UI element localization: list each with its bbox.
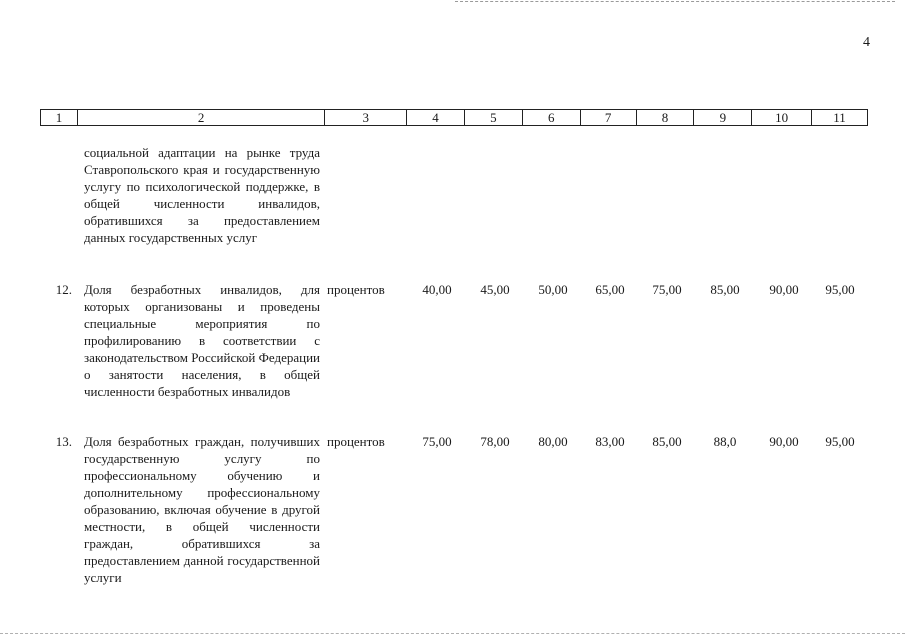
row-value-col6: 80,00 <box>538 434 568 449</box>
row-number: 12. <box>55 282 72 297</box>
row-description: социальной адаптации на рынке труда Ставропольского края и государственную услугу по психологической поддержке, в общей численности инвалидов, обратившихся за предоставлением данных государственных услуг <box>84 145 320 245</box>
row-unit: процентов <box>327 434 385 449</box>
row-value-col11: 95,00 <box>825 434 855 449</box>
row-value-col4: 75,00 <box>422 434 452 449</box>
header-cell-1: 1 <box>55 110 63 125</box>
row-value-col4: 40,00 <box>422 282 452 297</box>
scan-edge-top <box>455 1 895 2</box>
row-value-col5: 45,00 <box>480 282 510 297</box>
row-value-col6: 50,00 <box>538 282 568 297</box>
row-value-col9: 85,00 <box>710 282 740 297</box>
header-cell-3: 3 <box>324 110 406 125</box>
header-cell-10: 10 <box>751 110 811 125</box>
row-number: 13. <box>55 434 72 449</box>
header-cell-5: 5 <box>464 110 522 125</box>
row-value-col11: 95,00 <box>825 282 855 297</box>
row-value-col7: 83,00 <box>595 434 625 449</box>
scan-edge-bottom <box>0 633 905 634</box>
row-unit: процентов <box>327 282 385 297</box>
table-header-row <box>40 109 868 126</box>
header-cell-2: 2 <box>77 110 324 125</box>
row-value-col10: 90,00 <box>769 434 799 449</box>
header-cell-9: 9 <box>693 110 751 125</box>
row-value-col10: 90,00 <box>769 282 799 297</box>
header-cell-7: 7 <box>580 110 636 125</box>
row-value-col5: 78,00 <box>480 434 510 449</box>
row-value-col9: 88,0 <box>713 434 737 449</box>
row-value-col8: 75,00 <box>652 282 682 297</box>
header-cell-8: 8 <box>636 110 694 125</box>
row-value-col7: 65,00 <box>595 282 625 297</box>
header-cell-6: 6 <box>522 110 580 125</box>
row-description: Доля безработных инвалидов, для которых организованы и проведены специальные мероприятия по профилированию в соответствии с законодательством Российской Федерации о занятости населения, в общей численности безработных инвалидов <box>84 282 320 399</box>
row-description: Доля безработных граждан, получивших государственную услугу по профессиональному обучению и дополнительному профессиональному образованию, включая обучение в другой местности, в общей численности граждан, обратившихся за предоставлением данной государственной услуги <box>84 434 320 585</box>
page-number: 4 <box>863 35 870 50</box>
header-cell-11: 11 <box>811 110 867 125</box>
header-cell-4: 4 <box>406 110 464 125</box>
row-value-col8: 85,00 <box>652 434 682 449</box>
